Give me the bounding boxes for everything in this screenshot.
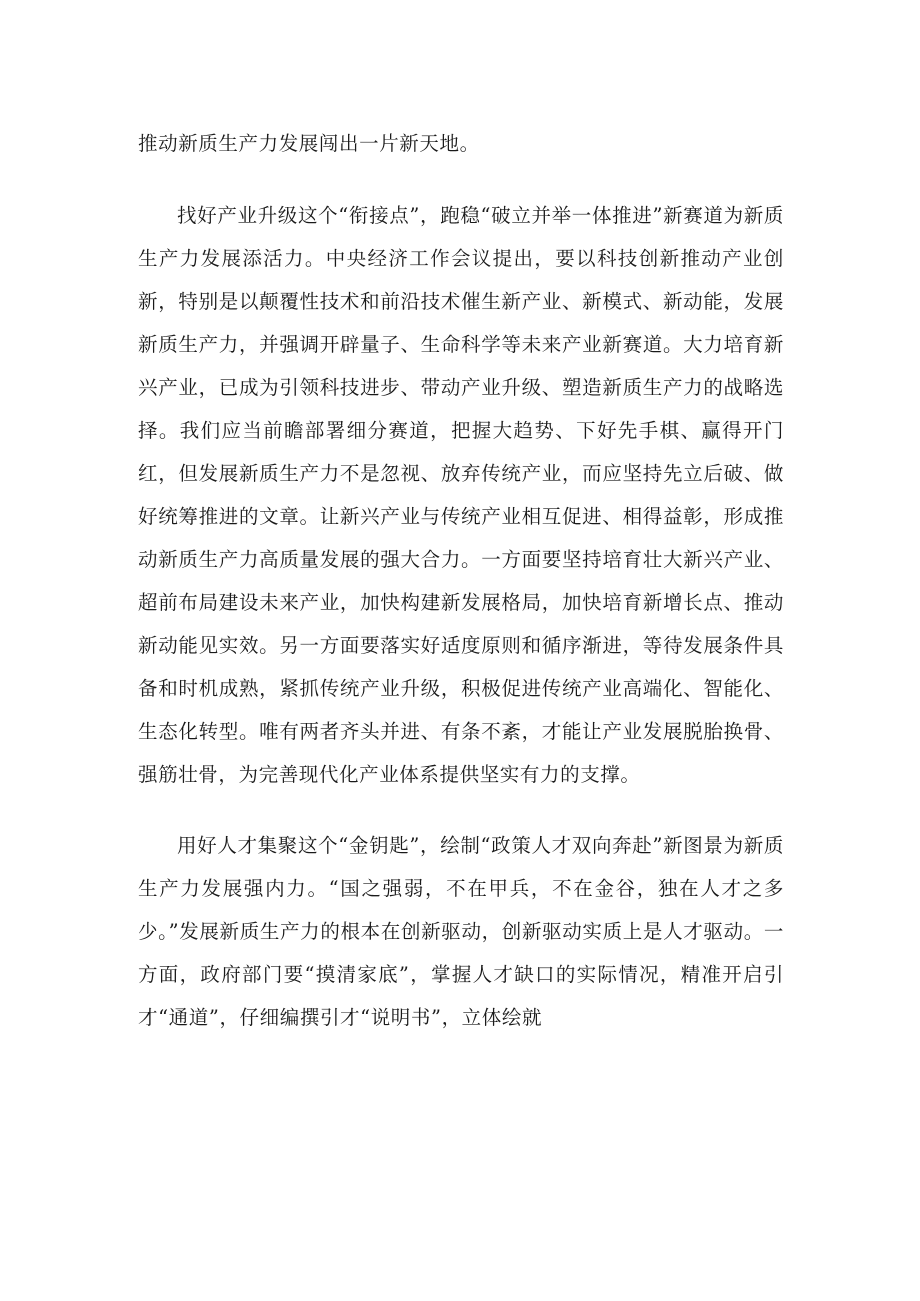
paragraph-continuation: 推动新质生产力发展闯出一片新天地。 <box>138 132 480 155</box>
paragraph-industry-upgrade: 找好产业升级这个“衔接点”，跑稳“破立并举一体推进”新赛道为新质生产力发展添活力。中央经济工作会议提出，要以科技创新推动产业创新，特别是以颠覆性技术和前沿技术催生新产业、新模式、新动能，发展新质生产力，并强调开辟量子、生命科学等未来产业新赛道。大力培育新兴产业，已成为引领科技进步、带动产业升级、塑造新质生产力的战略选择。我们应当前瞻部署细分赛道，把握大趋势、下好先手棋、赢得开门红，但发展新质生产力不是忽视、放弃传统产业，而应坚持先立后破、做好统筹推进的文章。让新兴产业与传统产业相互促进、相得益彰，形成推动新质生产力高质量发展的强大合力。一方面要坚持培育壮大新兴产业、超前布局建设未来产业，加快构建新发展格局，加快培育新增长点、推动新动能见实效。另一方面要落实好适度原则和循序渐进，等待发展条件具备和时机成熟，紧抓传统产业升级，积极促进传统产业高端化、智能化、生态化转型。唯有两者齐头并进、有条不紊，才能让产业发展脱胎换骨、强筋壮骨，为完善现代化产业体系提供坚实有力的支撑。 <box>138 204 784 786</box>
paragraph-talent-gathering: 用好人才集聚这个“金钥匙”，绘制“政策人才双向奔赴”新图景为新质生产力发展强内力。“国之强弱，不在甲兵，不在金谷，独在人才之多少。”发展新质生产力的根本在创新驱动，创新驱动实质上是人才驱动。一方面，政府部门要“摸清家底”，掌握人才缺口的实际情况，精准开启引才“通道”，仔细编撰引才“说明书”，立体绘就 <box>138 834 784 1029</box>
document-body <box>138 122 784 1039</box>
